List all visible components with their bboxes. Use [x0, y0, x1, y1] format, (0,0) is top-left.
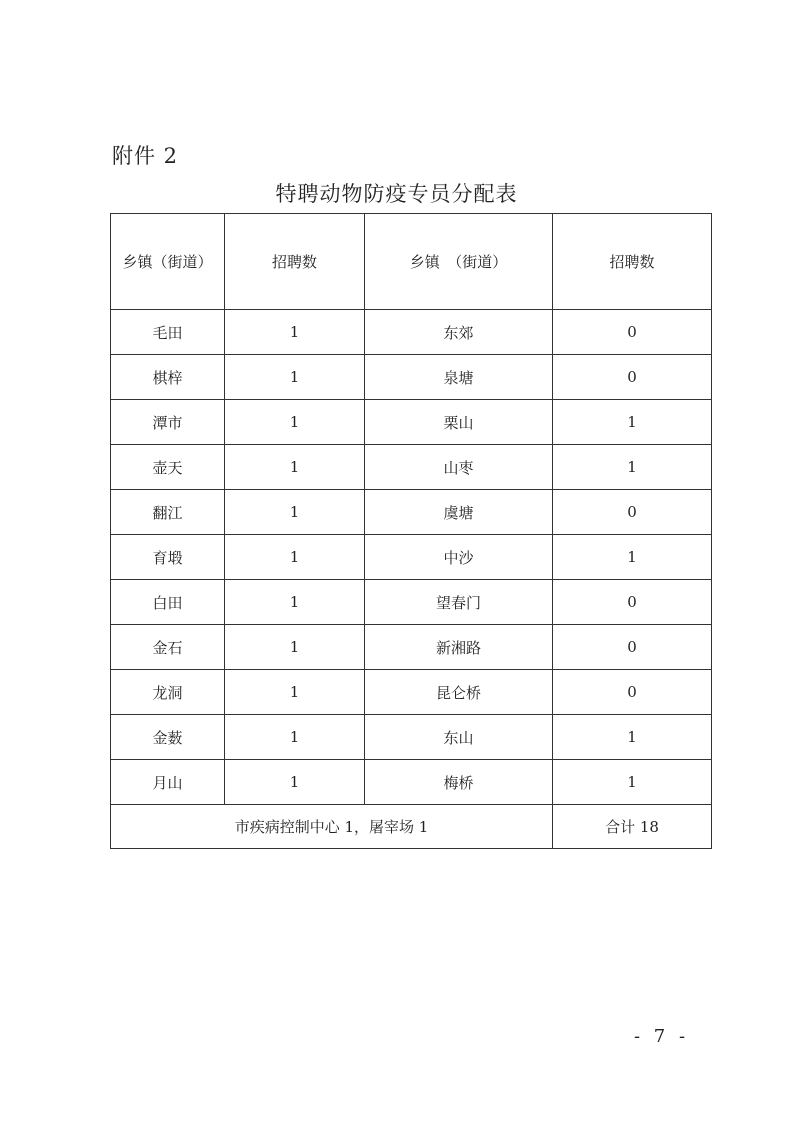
township-cell: 望春门	[365, 580, 553, 625]
count-cell: 0	[553, 670, 712, 715]
header-cell-count: 招聘数	[553, 214, 712, 310]
count-cell: 1	[225, 490, 365, 535]
count-cell: 1	[553, 760, 712, 805]
count-cell: 0	[553, 310, 712, 355]
count-cell: 1	[225, 715, 365, 760]
count-cell: 0	[553, 355, 712, 400]
table-row	[111, 670, 712, 715]
township-cell: 昆仑桥	[365, 670, 553, 715]
township-cell: 毛田	[111, 310, 225, 355]
township-cell: 潭市	[111, 400, 225, 445]
township-cell: 金石	[111, 625, 225, 670]
table-row	[111, 490, 712, 535]
count-cell: 1	[225, 580, 365, 625]
township-cell: 山枣	[365, 445, 553, 490]
table-row	[111, 580, 712, 625]
count-cell: 1	[225, 400, 365, 445]
allocation-table	[110, 213, 712, 849]
document-title: 特聘动物防疫专员分配表	[275, 182, 518, 206]
table-row	[111, 625, 712, 670]
footer-total: 合计 18	[553, 805, 712, 849]
township-cell: 翻江	[111, 490, 225, 535]
count-cell: 0	[553, 580, 712, 625]
count-cell: 1	[553, 445, 712, 490]
table-row	[111, 715, 712, 760]
township-cell: 金薮	[111, 715, 225, 760]
count-cell: 1	[225, 760, 365, 805]
township-cell: 中沙	[365, 535, 553, 580]
table-header-row	[111, 214, 712, 310]
table-row	[111, 400, 712, 445]
table-row	[111, 445, 712, 490]
count-cell: 1	[225, 535, 365, 580]
township-cell: 壶天	[111, 445, 225, 490]
header-cell-township: 乡镇 （街道）	[365, 214, 553, 310]
township-cell: 栗山	[365, 400, 553, 445]
count-cell: 1	[225, 445, 365, 490]
attachment-label: 附件 2	[112, 144, 179, 168]
township-cell: 育塅	[111, 535, 225, 580]
table-row	[111, 355, 712, 400]
header-cell-township: 乡镇（街道）	[111, 214, 225, 310]
count-cell: 1	[553, 715, 712, 760]
count-cell: 1	[225, 670, 365, 715]
page-number: - 7 -	[634, 1026, 690, 1047]
footer-note: 市疾病控制中心 1，屠宰场 1	[111, 805, 553, 849]
table-row	[111, 535, 712, 580]
count-cell: 0	[553, 490, 712, 535]
count-cell: 1	[225, 310, 365, 355]
township-cell: 虞塘	[365, 490, 553, 535]
township-cell: 泉塘	[365, 355, 553, 400]
township-cell: 月山	[111, 760, 225, 805]
table-row	[111, 760, 712, 805]
count-cell: 0	[553, 625, 712, 670]
township-cell: 东山	[365, 715, 553, 760]
count-cell: 1	[225, 355, 365, 400]
count-cell: 1	[553, 400, 712, 445]
township-cell: 东郊	[365, 310, 553, 355]
township-cell: 新湘路	[365, 625, 553, 670]
header-cell-count: 招聘数	[225, 214, 365, 310]
count-cell: 1	[553, 535, 712, 580]
township-cell: 棋梓	[111, 355, 225, 400]
township-cell: 龙洞	[111, 670, 225, 715]
township-cell: 白田	[111, 580, 225, 625]
table-footer-row	[111, 805, 712, 849]
count-cell: 1	[225, 625, 365, 670]
township-cell: 梅桥	[365, 760, 553, 805]
table-row	[111, 310, 712, 355]
